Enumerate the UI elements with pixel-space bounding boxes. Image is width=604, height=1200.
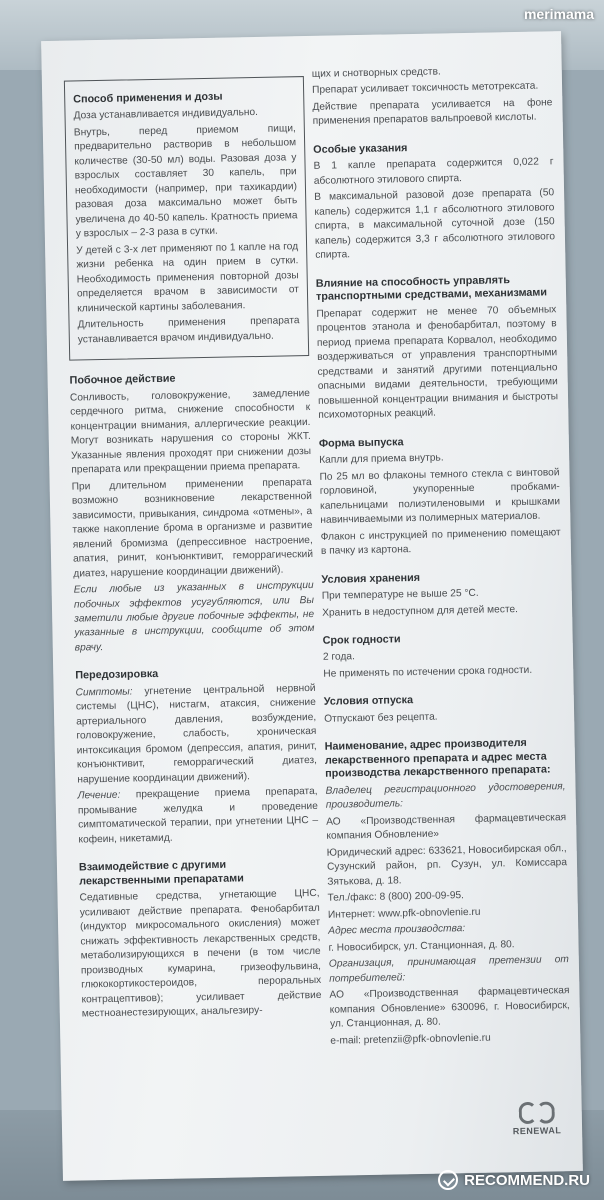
overdose-treatment-text: прекращение приема препарата, промывание желудка и проведение симптоматической терапии, при угнетении ЦНС – кофеин, никетамид. (77, 786, 319, 846)
shelf-p1: 2 года. (322, 651, 355, 664)
form-p2: По 25 мл во флаконы темного стекла с винтовой горловиной, укупоренные пробками-капельницами полиэтиленовыми и крышками навинчиваемыми из полимерных материалов. (319, 466, 561, 526)
side-effects-p3: Если любые из указанных в инструкции побочных эффектов усугубляются, или Вы заметили любые другие побочные эффекты, не указанные в инструкции, сообщите об этом врачу. (73, 579, 315, 654)
manufacturer-legal: Юридический адрес: 633621, Новосибирская обл., Сузунский район, рп. Сузун, ул. Комиссара Зятькова, д. 18. (326, 842, 568, 888)
manufacturer-phone: Тел./факс: 8 (800) 200-09-95. (327, 890, 465, 905)
storage-title: Условия хранения (321, 571, 421, 586)
manufacturer-web: Интернет: www.pfk-obnovlenie.ru (327, 906, 481, 921)
recommend-check-icon (438, 1170, 458, 1190)
leaflet-paper (41, 31, 583, 1181)
interaction-p1: Седативные средства, угнетающие ЦНС, усиливают действие препарата. Фенобарбитал (индуктор микросомального окисления) может снижать эффективность лекарственных средств, метаболизирующихся в печени (в том числе производных кумарина, гризеофульвина, глюкокортикостероидов, пероральных контрацептивов); усиливает действие местноанестезирующих, анальгезиру- (79, 888, 322, 1020)
dosage-p2: Внутрь, перед приемом пищи, предварительно растворив в небольшом количестве (30-50 мл) воды. Разовая доза у взрослых составляет 30 капель, при необходимости (например, при тахикардии) разовая доза максимально может быть увеличена до 40-50 капель. Кратность приема у взрослых – 2-3 раза в сутки. (73, 123, 298, 240)
shelf-title: Срок годности (322, 633, 401, 647)
overdose-title: Передозировка (75, 668, 159, 682)
interaction-cont-p3: Действие препарата усиливается на фоне применения препаратов вальпроевой кислоты. (312, 97, 553, 128)
special-title: Особые указания (313, 142, 408, 156)
storage-p2: Хранить в недоступном для детей месте. (322, 603, 519, 619)
manufacturer-email: e-mail: pretenzii@pfk-obnovlenie.ru (330, 1032, 491, 1047)
form-p3: Флакон с инструкцией по применению помещают в пачку из картона. (320, 526, 561, 557)
interaction-cont-p2: Препарат усиливает токсичность метотрексата. (312, 81, 539, 97)
dosage-p1: Доза устанавливается индивидуально. (73, 107, 259, 122)
overdose-symptoms (76, 682, 318, 788)
interaction-title: Взаимодействие с другими лекарственными препаратами (78, 858, 244, 888)
driving-title: Влияние на способность управлять транспортными средствами, механизмами (315, 273, 548, 304)
watermark-bottom-text: RECOMMEND.RU (464, 1171, 590, 1189)
overdose-treatment-label: Лечение: (77, 790, 121, 802)
side-effects-p1: Сонливость, головокружение, замедление сердечного ритма, снижение способности к концентрации внимания, аллергические реакции. Могут возникать нарушения со стороны ЖКТ. Указанные явления проходят при снижении дозы препарата или прекращении приема препарата. (69, 387, 312, 476)
dosage-box (64, 76, 309, 361)
side-effects-title: Побочное действие (69, 372, 176, 387)
watermark-bottom (438, 1170, 590, 1190)
watermark-top: merimama (523, 6, 594, 22)
manufacturer-title: Наименование, адрес производителя лекарственного препарата и адрес места производства лекарственного препарата: (324, 737, 551, 781)
overdose-symptoms-label: Симптомы: (75, 686, 133, 699)
driving-p1: Препарат содержит не менее 70 объемных процентов этанола и фенобарбитал, поэтому в период приема препарата Корвалол, необходимо воздерживаться от управления транспортными средствами и занятий другими потенциально опасными видами деятельности, требующими повышенной концентрации внимания и быстроты психомоторных реакций. (316, 304, 559, 422)
dosage-title: Способ применения и дозы (73, 90, 223, 106)
special-p2: В максимальной разовой дозе препарата (50 капель) содержится 1,1 г абсолютного этилового спирта, в максимальной суточной дозе (150 капель) содержится 3,3 г абсолютного этилового спирта. (314, 187, 556, 262)
dosage-p3: У детей с 3-х лет применяют по 1 капле на год жизни ребенка на один прием в сутки. Необходимость применения повторной дозы определяется врачом в зависимости от клинической картины заболевания. (76, 241, 300, 315)
dosage-p4: Длительность применения препарата устанавливается врачом индивидуально. (77, 315, 300, 346)
interaction-cont-p1: щих и снотворных средств. (311, 66, 441, 80)
manufacturer-site: г. Новосибирск, ул. Станционная, д. 80. (328, 938, 515, 954)
renewal-logo-text: RENEWAL (512, 1125, 562, 1137)
right-column (311, 31, 573, 1175)
shelf-p2: Не применять по истечении срока годности. (323, 664, 533, 680)
manufacturer-claims: АО «Производственная фармацевтическая компания Обновление» 630096, г. Новосибирск, ул. Станционная, д. 80. (329, 985, 570, 1030)
left-column (63, 36, 325, 1180)
manufacturer-owner-label: Владелец регистрационного удостоверения, производитель: (325, 781, 566, 812)
dispense-title: Условия отпуска (323, 694, 414, 709)
manufacturer-owner: АО «Производственная фармацевтическая компания Обновление» (326, 811, 567, 843)
renewal-logo (502, 1101, 573, 1136)
storage-p1: При температуре не выше 25 °С. (321, 587, 479, 602)
overdose-treatment (77, 785, 318, 848)
renewal-logo-icon (517, 1101, 557, 1124)
form-p1: Капли для приема внутрь. (319, 452, 444, 466)
overdose-symptoms-text: угнетение центральной нервной системы (ЦНС), нистагм, атаксия, снижение артериального давления, возбуждение, головокружение, слабость, хроническая интоксикация бромом (депрессия, апатия, ринит, конъюнктивит, геморрагический диатез, нарушение координации движений). (75, 682, 318, 786)
manufacturer-claims-label: Организация, принимающая претензии от потребителей: (328, 954, 569, 985)
special-p1: В 1 капле препарата содержится 0,022 г абсолютного этилового спирта. (313, 156, 554, 187)
interaction-continued (312, 63, 553, 130)
manufacturer-site-label: Адрес места производства: (328, 923, 466, 937)
form-title: Форма выпуска (318, 435, 404, 450)
dispense-p1: Отпускают без рецепта. (324, 711, 438, 725)
side-effects-p2: При длительном применении препарата возможно возникновение лекарственной зависимости, привыкания, синдрома «отмены», а также накопление брома в организме и развитие явлений бромизма (депрессивное настроение, апатия, ринит, конъюнктивит, геморрагический диатез, нарушение координации движений). (71, 476, 314, 580)
